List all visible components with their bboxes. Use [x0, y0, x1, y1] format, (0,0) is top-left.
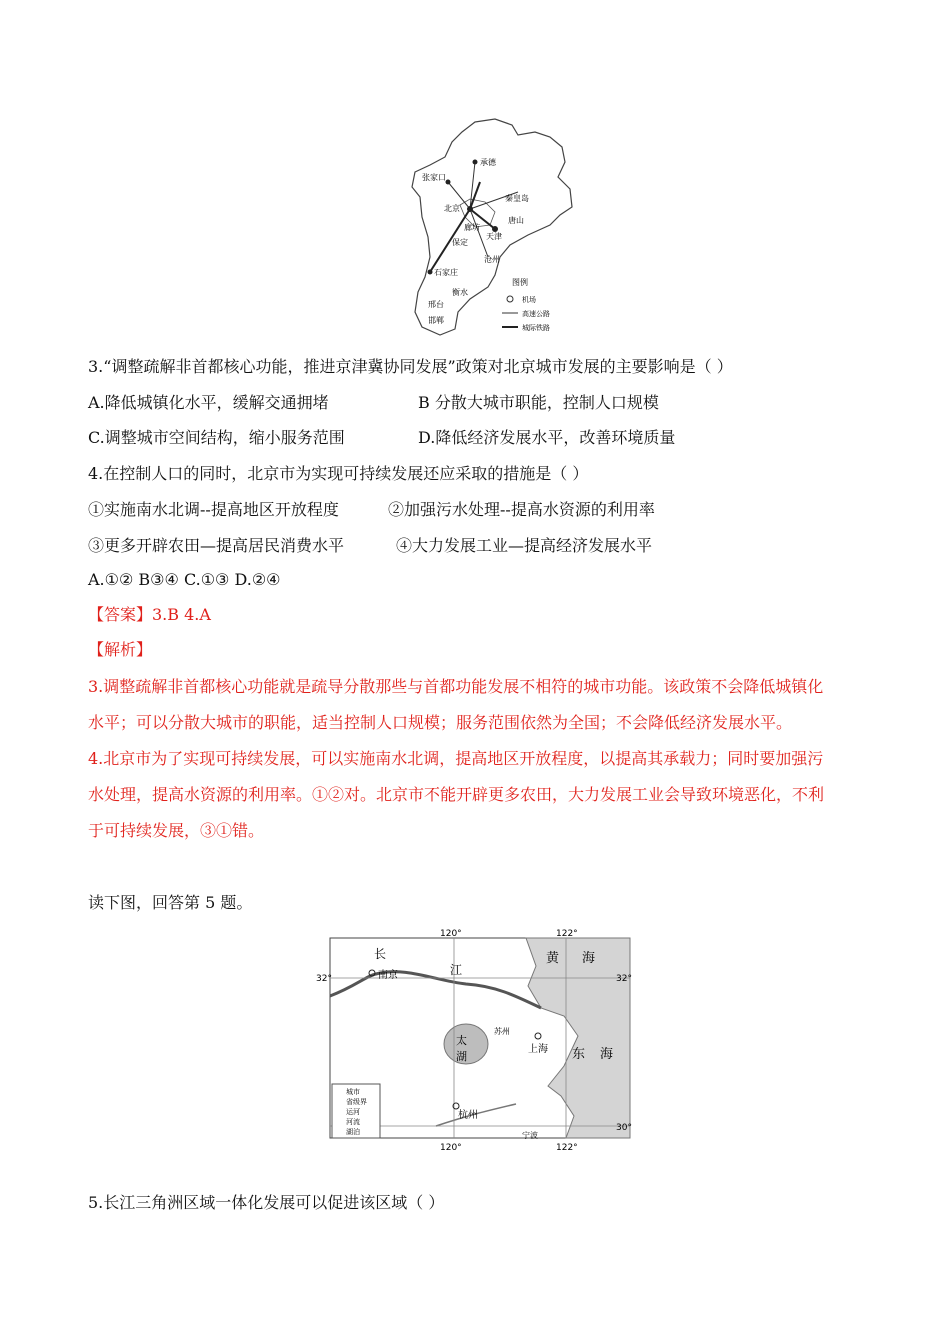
city-label: 上海 [528, 1044, 548, 1055]
question-3-option-b: B 分散大城市职能，控制人口规模 [418, 393, 659, 412]
legend-item: 湖泊 [346, 1128, 360, 1136]
city-label: 苏州 [494, 1027, 510, 1036]
question-4-item-4: ④大力发展工业—提高经济发展水平 [396, 536, 653, 555]
legend-item: 河流 [346, 1118, 360, 1126]
question-4-item-2: ②加强污水处理--提高水资源的利用率 [388, 500, 655, 519]
map-intro: 读下图，回答第 5 题。 [88, 893, 253, 912]
analysis-line: 4.北京市为了实现可持续发展，可以实施南水北调，提高地区开放程度，以提高其承载力；同时要加强污 [88, 749, 824, 768]
city-label: 承德 [480, 158, 496, 167]
analysis-line: 水处理，提高水资源的利用率。①②对。北京市不能开辟更多农田，大力发展工业会导致环境恶化，不利 [88, 785, 825, 804]
lon-label: 122° [556, 929, 578, 939]
legend-title: 图例 [512, 278, 528, 287]
legend-item: 城市 [346, 1088, 360, 1096]
lat-label: 30° [616, 1123, 632, 1133]
map-label: 太 [456, 1034, 467, 1047]
map-label: 黄 [546, 951, 560, 966]
question-4-item-3: ③更多开辟农田—提高居民消费水平 [88, 536, 345, 555]
legend-item: 高速公路 [522, 310, 550, 318]
analysis-line: 水平；可以分散大城市的职能，适当控制人口规模；服务范围依然为全国；不会降低经济发展水平。 [88, 713, 793, 732]
city-label: 天津 [486, 232, 502, 241]
answer: 【答案】3.B 4.A [88, 605, 211, 624]
map-label: 长 [374, 947, 387, 961]
lon-label: 122° [556, 1143, 578, 1153]
question-4-options: A.①② B③④ C.①③ D.②④ [88, 570, 281, 589]
city-label: 沧州 [484, 255, 500, 264]
city-label: 宁波 [522, 1131, 538, 1140]
question-4-stem: 4.在控制人口的同时，北京市为实现可持续发展还应采取的措施是（ ） [88, 464, 589, 483]
legend-item: 城际铁路 [522, 324, 550, 332]
question-3-option-a: A.降低城镇化水平，缓解交通拥堵 [88, 393, 329, 412]
lat-label: 32° [616, 974, 632, 984]
city-label: 衡水 [452, 288, 468, 297]
map-label: 东 [572, 1047, 586, 1062]
question-5-stem: 5.长江三角洲区域一体化发展可以促进该区域（ ） [88, 1193, 445, 1212]
analysis-line: 于可持续发展，③①错。 [88, 821, 265, 840]
analysis-label: 【解析】 [88, 640, 153, 659]
lon-label: 120° [440, 1143, 462, 1153]
city-label: 廊坊 [464, 223, 480, 232]
city-label: 北京 [444, 204, 460, 213]
city-label: 邯郸 [428, 316, 444, 325]
city-label: 邢台 [428, 300, 444, 309]
question-3-option-c: C.调整城市空间结构，缩小服务范围 [88, 428, 345, 447]
legend-item: 运河 [346, 1108, 360, 1116]
lat-label: 32° [316, 974, 332, 984]
city-label: 保定 [452, 238, 468, 247]
legend-item: 机场 [522, 296, 536, 304]
map-label: 湖 [456, 1050, 467, 1063]
city-label: 石家庄 [434, 268, 458, 277]
question-4-item-1: ①实施南水北调--提高地区开放程度 [88, 500, 339, 519]
analysis-line: 3.调整疏解非首都核心功能就是疏导分散那些与首都功能发展不相符的城市功能。该政策不会降低城镇化 [88, 677, 824, 696]
map-label: 江 [450, 963, 463, 977]
jingjinji-map [400, 117, 580, 337]
legend-item: 省级界 [346, 1098, 367, 1106]
city-label: 唐山 [508, 216, 524, 225]
airport-icon [507, 296, 513, 302]
city-label: 张家口 [422, 173, 446, 182]
map-label: 海 [582, 951, 596, 966]
yangtze-delta-map [316, 926, 634, 1154]
city-label: 秦皇岛 [505, 194, 529, 203]
lon-label: 120° [440, 929, 462, 939]
question-3-stem: 3.“调整疏解非首都核心功能，推进京津冀协同发展”政策对北京城市发展的主要影响是（ ） [88, 357, 733, 376]
question-3-option-d: D.降低经济发展水平，改善环境质量 [418, 428, 676, 447]
city-label: 南京 [378, 970, 398, 981]
map-label: 海 [600, 1047, 614, 1062]
city-label: 杭州 [458, 1110, 478, 1121]
